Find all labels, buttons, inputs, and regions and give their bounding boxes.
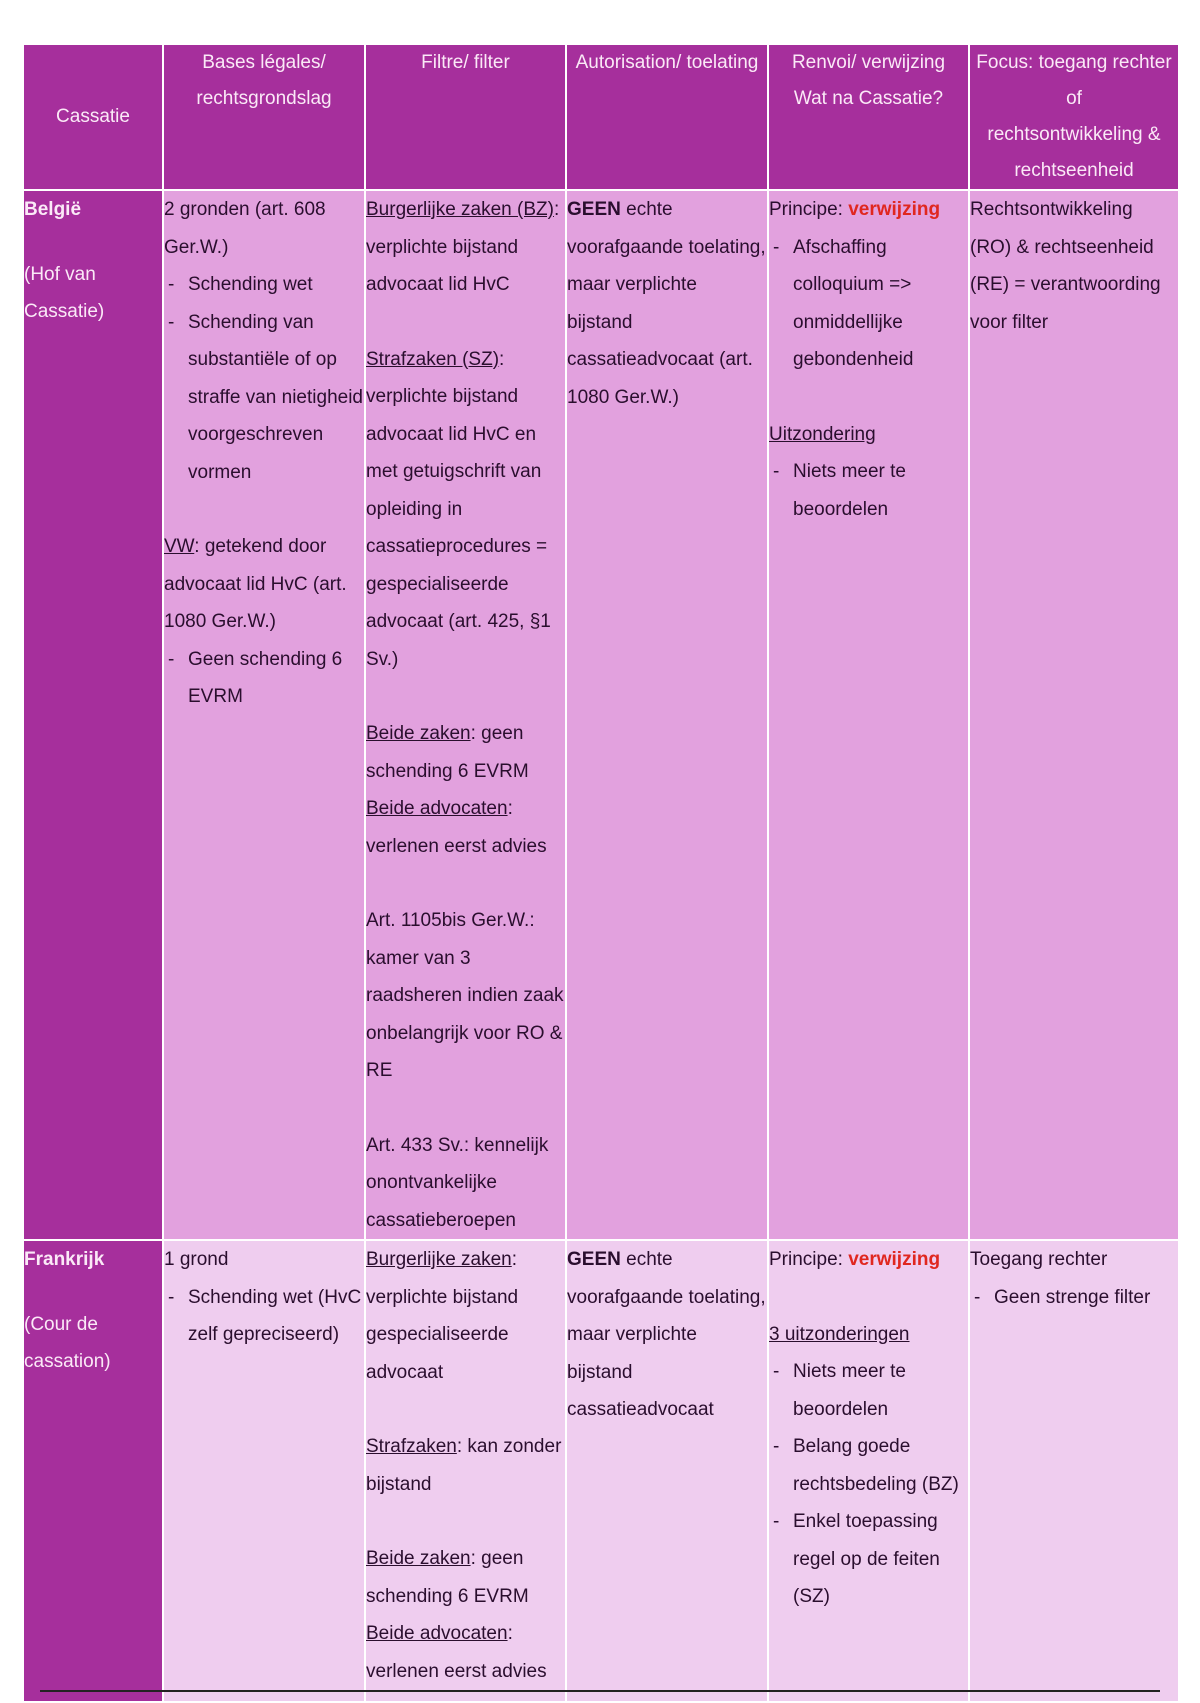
both-lawyers-text: : verlenen eerst advies: [366, 798, 547, 857]
footer-divider: [40, 1690, 1160, 1692]
cell-france-renvoi: [768, 1240, 969, 1702]
filter-sz: [366, 1428, 565, 1503]
both-lawyers-label: Beide advocaten: [366, 798, 508, 819]
filter-bz: [366, 191, 565, 304]
cell-belgium-focus: [969, 190, 1179, 1240]
both-cases-text: : geen schending 6 EVRM: [366, 1548, 529, 1607]
cell-belgium-filter: [365, 190, 566, 1240]
filter-both-cases: [366, 715, 565, 790]
court-name: (Cour de cassation): [24, 1314, 111, 1372]
focus-text: Rechtsontwikkeling (RO) & rechtseenheid (RE) = verantwoording voor filter: [970, 199, 1161, 333]
cell-france-filter: [365, 1240, 566, 1702]
list-item: - Schending van substantiële of op straffe van nietigheid voorgeschreven vormen: [164, 304, 364, 492]
header-renvoi-line-2: Wat na Cassatie?: [793, 88, 944, 109]
autorisation-text: [567, 1241, 767, 1429]
focus-list: [970, 1279, 1178, 1317]
filter-both-cases: [366, 1540, 565, 1615]
header-focus-line-2: rechtsontwikkeling &: [987, 124, 1161, 145]
principe-label: Principe:: [769, 1249, 849, 1270]
list-item: - Geen strenge filter: [970, 1279, 1178, 1317]
list-item: - Schending wet: [164, 266, 364, 304]
country-name: België: [24, 199, 82, 220]
both-cases-text: : geen schending 6 EVRM: [366, 723, 529, 782]
sz-text: : verplichte bijstand advocaat lid HvC en met getuigschrift van opleiding in cassatieprocedures = gespecialiseerde advocaat (art. 425, §1 Sv.): [366, 348, 551, 670]
cell-france-focus: [969, 1240, 1179, 1702]
vw-list: [164, 641, 364, 716]
filter-sz: [366, 341, 565, 679]
list-item: - Afschaffing colloquium => onmiddellijke gebondenheid: [769, 229, 968, 379]
cell-belgium-renvoi: [768, 190, 969, 1240]
row-head-belgium: [23, 190, 163, 1240]
header-filter: [365, 44, 566, 190]
list-item: - Schending wet (HvC zelf gepreciseerd): [164, 1279, 364, 1354]
geen-label: GEEN: [567, 1249, 621, 1270]
principe-label: Principe:: [769, 199, 849, 220]
header-focus-line-3: rechtseenheid: [1014, 160, 1134, 181]
bases-list: [164, 266, 364, 491]
header-corner-label: Cassatie: [56, 106, 130, 127]
bz-text: : verplichte bijstand gespecialiseerde advocaat: [366, 1249, 519, 1383]
filter-both-lawyers: [366, 1615, 565, 1690]
bases-list: [164, 1279, 364, 1354]
country-name: Frankrijk: [24, 1249, 105, 1270]
exception-list: [769, 453, 968, 528]
court-name: (Hof van Cassatie): [24, 264, 105, 322]
autorisation-body: echte voorafgaande toelating, maar verplichte bijstand cassatieadvocaat (art. 1080 Ger.W.): [567, 199, 766, 408]
header-bases: [163, 44, 365, 190]
renvoi-principe: [769, 191, 968, 229]
cell-france-bases: [163, 1240, 365, 1702]
principe-value: verwijzing: [848, 199, 941, 220]
header-filter-line-1: Filtre/ filter: [421, 52, 510, 73]
renvoi-principe: [769, 1241, 968, 1279]
header-focus: [969, 44, 1179, 190]
list-item: - Niets meer te beoordelen: [769, 453, 968, 528]
row-head-france: [23, 1240, 163, 1702]
both-lawyers-label: Beide advocaten: [366, 1623, 508, 1644]
cell-france-autorisation: [566, 1240, 768, 1702]
header-autorisation-line-1: Autorisation/ toelating: [575, 52, 759, 73]
sz-label: Strafzaken: [366, 1436, 457, 1457]
autorisation-body: echte voorafgaande toelating, maar verplichte bijstand cassatieadvocaat: [567, 1249, 766, 1420]
cell-belgium-autorisation: [566, 190, 768, 1240]
focus-text: Toegang rechter: [970, 1249, 1108, 1270]
exception-label: 3 uitzonderingen: [769, 1323, 910, 1345]
autorisation-text: [567, 191, 767, 416]
bz-label: Burgerlijke zaken: [366, 1249, 512, 1270]
header-autorisation: [566, 44, 768, 190]
list-item: - Niets meer te beoordelen: [769, 1353, 968, 1428]
header-bases-line-2: rechtsgrondslag: [196, 88, 332, 109]
header-corner: [23, 44, 163, 190]
bz-text: : verplichte bijstand advocaat lid HvC: [366, 199, 560, 295]
filter-both-lawyers: [366, 790, 565, 865]
list-item: - Geen schending 6 EVRM: [164, 641, 364, 716]
filter-art1105: Art. 1105bis Ger.W.: kamer van 3 raadsheren indien zaak onbelangrijk voor RO & RE: [366, 910, 564, 1081]
header-renvoi: [768, 44, 969, 190]
row-belgium: [23, 190, 1179, 1240]
sz-label: Strafzaken (SZ): [366, 348, 500, 370]
exception-list: [769, 1353, 968, 1616]
vw-text: : getekend door advocaat lid HvC (art. 1080 Ger.W.): [164, 536, 347, 632]
geen-label: GEEN: [567, 199, 621, 220]
both-lawyers-text: : verlenen eerst advies: [366, 1623, 547, 1682]
list-item: - Belang goede rechtsbedeling (BZ): [769, 1428, 968, 1503]
sz-text: : kan zonder bijstand: [366, 1436, 562, 1495]
row-france: [23, 1240, 1179, 1702]
filter-bz: [366, 1241, 565, 1391]
renvoi-list: [769, 229, 968, 379]
bases-vw: [164, 528, 364, 641]
cell-belgium-bases: [163, 190, 365, 1240]
exception-label: Uitzondering: [769, 423, 876, 445]
bases-intro: 1 grond: [164, 1249, 229, 1270]
header-renvoi-line-1: Renvoi/ verwijzing: [791, 52, 946, 73]
header-focus-line-1: Focus: toegang rechter of: [976, 52, 1172, 109]
bases-intro: 2 gronden (art. 608 Ger.W.): [164, 199, 326, 258]
vw-label: VW: [164, 536, 195, 557]
both-cases-label: Beide zaken: [366, 723, 471, 744]
header-row: [23, 44, 1179, 190]
header-bases-line-1: Bases légales/: [202, 52, 326, 73]
bz-label: Burgerlijke zaken (BZ): [366, 199, 554, 220]
both-cases-label: Beide zaken: [366, 1548, 471, 1569]
principe-value: verwijzing: [848, 1249, 941, 1270]
list-item: - Enkel toepassing regel op de feiten (SZ): [769, 1503, 968, 1616]
filter-art433: Art. 433 Sv.: kennelijk onontvankelijke cassatieberoepen: [366, 1134, 549, 1231]
cassation-comparison-table: [22, 43, 1180, 1703]
